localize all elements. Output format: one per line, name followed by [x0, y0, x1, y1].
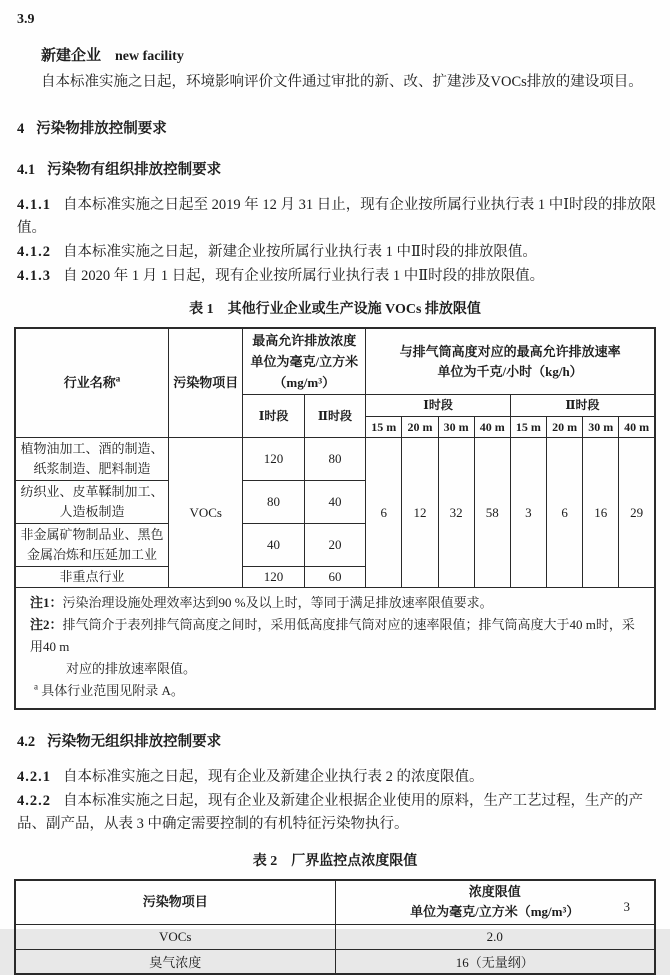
conc-value-p1: 120 [243, 567, 304, 588]
note-2-text-line1: 排气筒介于表列排气筒高度之间时，采用低高度排气筒对应的速率限值；排气筒高度大于40 m时，采用40 m [30, 617, 635, 654]
table2-boundary-limits [14, 879, 656, 975]
industry-cell [15, 438, 169, 481]
table1-col-concentration [243, 328, 366, 395]
stack-height-header: 40 m [474, 417, 510, 438]
section-4-1-number: 4.1 [17, 162, 36, 178]
clause-4-1-2-text: 自本标准实施之日起，新建企业按所属行业执行表 1 中Ⅱ时段的排放限值。 [63, 244, 537, 260]
table1-notes-row [15, 588, 655, 710]
industry-cell [15, 481, 169, 524]
footnote-a-marker: a [34, 681, 38, 692]
table-row [15, 438, 655, 481]
table1-title-label: 表 1 [189, 302, 214, 317]
rate-period1-header: Ⅰ时段 [366, 395, 511, 417]
rate-value: 6 [546, 438, 582, 588]
stack-height-header: 20 m [402, 417, 438, 438]
rate-value: 29 [619, 438, 655, 588]
limit-header-line2: 单位为毫克/立方米（mg/m³） [410, 904, 580, 920]
conc-period2-header: Ⅱ时段 [304, 395, 365, 438]
table2-col-pollutant: 污染物项目 [15, 880, 335, 924]
note-1-text: 污染治理设施处理效率达到90 %及以上时，等同于满足排放速率限值要求。 [62, 595, 493, 610]
rate-value: 3 [510, 438, 546, 588]
clause-4-1-1-number: 4.1.1 [17, 197, 51, 213]
note-2-label: 注2： [30, 617, 63, 632]
table2-title-label: 表 2 [252, 854, 278, 869]
clause-4-1-3-text: 自 2020 年 1 月 1 日起，现有企业按所属行业执行表 1 中Ⅱ时段的排放限值。 [63, 268, 545, 284]
table1-title-text: 其他行业企业或生产设施 VOCs 排放限值 [227, 302, 481, 317]
term-definition-heading [41, 44, 656, 65]
clause-4-1-1-text: 自本标准实施之日起至 2019 年 12 月 31 日止，现有企业按所属行业执行表 1 中Ⅰ时段的排放限值。 [17, 197, 656, 236]
section-3-9-number: 3.9 [17, 12, 35, 27]
table1-col-rate [366, 328, 655, 395]
rate-value: 58 [474, 438, 510, 588]
table1-emission-limits [14, 327, 656, 710]
clause-4-2-1-text: 自本标准实施之日起，现有企业及新建企业执行表 2 的浓度限值。 [63, 769, 484, 785]
pollutant-name: 臭气浓度 [15, 949, 335, 974]
pollutant-name: VOCs [15, 924, 335, 949]
conc-header-line2: 单位为毫克/立方米 [250, 354, 359, 369]
table-row [15, 924, 655, 949]
industry-line1: 纺织业、皮革鞣制加工、 [20, 484, 164, 499]
clause-4-1-2-number: 4.1.2 [17, 244, 51, 260]
table1-col-industry [15, 328, 169, 438]
rate-value: 32 [438, 438, 474, 588]
conc-value-p1: 120 [243, 438, 304, 481]
industry-cell [15, 524, 169, 567]
term-en: new facility [115, 49, 184, 64]
conc-header-line1: 最高允许排放浓度 [252, 333, 357, 348]
note-2-continued: 对应的排放速率限值。 [66, 661, 197, 676]
section-4-1-heading [17, 158, 656, 179]
footnote-a-text: 具体行业范围见附录 A。 [41, 683, 184, 698]
clause-4-1-1 [17, 194, 656, 240]
clause-4-2-2-number: 4.2.2 [17, 793, 51, 809]
table1-title [14, 298, 656, 318]
industry-footnote-marker: a [115, 373, 121, 384]
conc-value-p2: 40 [304, 481, 365, 524]
note-1 [30, 592, 644, 614]
table2-col-limit [335, 880, 655, 924]
limit-value: 16（无量纲） [335, 949, 655, 974]
conc-value-p2: 60 [304, 567, 365, 588]
section-4-2-heading [17, 730, 656, 751]
conc-header-line3: （mg/m³） [273, 375, 336, 390]
industry-line1: 非金属矿物制品业、黑色 [20, 527, 164, 542]
clause-4-2-1-number: 4.2.1 [17, 769, 51, 785]
table2-title-text: 厂界监控点浓度限值 [291, 854, 418, 869]
stack-height-header: 40 m [619, 417, 655, 438]
rate-period2-header: Ⅱ时段 [510, 395, 655, 417]
rate-value: 16 [583, 438, 619, 588]
industry-line2: 人造板制造 [59, 504, 125, 519]
rate-value: 6 [366, 438, 402, 588]
stack-height-header: 20 m [546, 417, 582, 438]
stack-height-header: 30 m [438, 417, 474, 438]
page-number: 3 [623, 899, 630, 914]
rate-header-line1: 与排气筒高度对应的最高允许排放速率 [399, 343, 621, 359]
section-4-1-title: 污染物有组织排放控制要求 [47, 162, 222, 178]
pollutant-cell: VOCs [169, 438, 243, 588]
conc-value-p1: 40 [243, 524, 304, 567]
industry-line1: 植物油加工、酒的制造、 [20, 441, 164, 456]
stack-height-header: 30 m [583, 417, 619, 438]
section-4-heading [17, 117, 656, 138]
industry-header-label: 行业名称 [63, 375, 116, 390]
stack-height-header: 15 m [366, 417, 402, 438]
note-2 [30, 614, 644, 658]
footnote-a [30, 680, 644, 702]
table-row [15, 949, 655, 974]
term-definition-text: 自本标准实施之日起，环境影响评价文件通过审批的新、改、扩建涉及VOCs排放的建设项目。 [41, 74, 643, 90]
table2-title [14, 850, 656, 870]
section-4-number: 4 [17, 121, 25, 137]
industry-line2: 纸浆制造、肥料制造 [33, 461, 151, 476]
term-cn: 新建企业 [41, 48, 102, 64]
conc-value-p1: 80 [243, 481, 304, 524]
limit-value: 2.0 [335, 924, 655, 949]
section-4-title: 污染物排放控制要求 [36, 121, 167, 137]
section-4-2-title: 污染物无组织排放控制要求 [47, 734, 222, 750]
clause-4-1-3 [17, 265, 656, 288]
stack-height-header: 15 m [510, 417, 546, 438]
limit-header-line1: 浓度限值 [468, 884, 521, 900]
clause-4-2-2 [17, 790, 656, 836]
industry-cell: 非重点行业 [15, 567, 169, 588]
clause-4-1-3-number: 4.1.3 [17, 268, 51, 284]
conc-value-p2: 20 [304, 524, 365, 567]
table1-notes [15, 588, 655, 710]
rate-value: 12 [402, 438, 438, 588]
clause-4-2-1 [17, 766, 656, 789]
section-4-2-number: 4.2 [17, 734, 36, 750]
conc-period1-header: Ⅰ时段 [243, 395, 304, 438]
conc-value-p2: 80 [304, 438, 365, 481]
rate-header-line2: 单位为千克/小时（kg/h） [437, 363, 583, 379]
industry-line2: 金属冶炼和压延加工业 [27, 547, 158, 562]
note-1-label: 注1： [30, 595, 63, 610]
clause-4-1-2 [17, 241, 656, 264]
table1-col-pollutant: 污染物项目 [169, 328, 243, 438]
clause-4-2-2-text: 自本标准实施之日起，现有企业及新建企业根据企业使用的原料，生产工艺过程，生产的产品、副产品，从表 3 中确定需要控制的有机特征污染物执行。 [17, 793, 643, 832]
